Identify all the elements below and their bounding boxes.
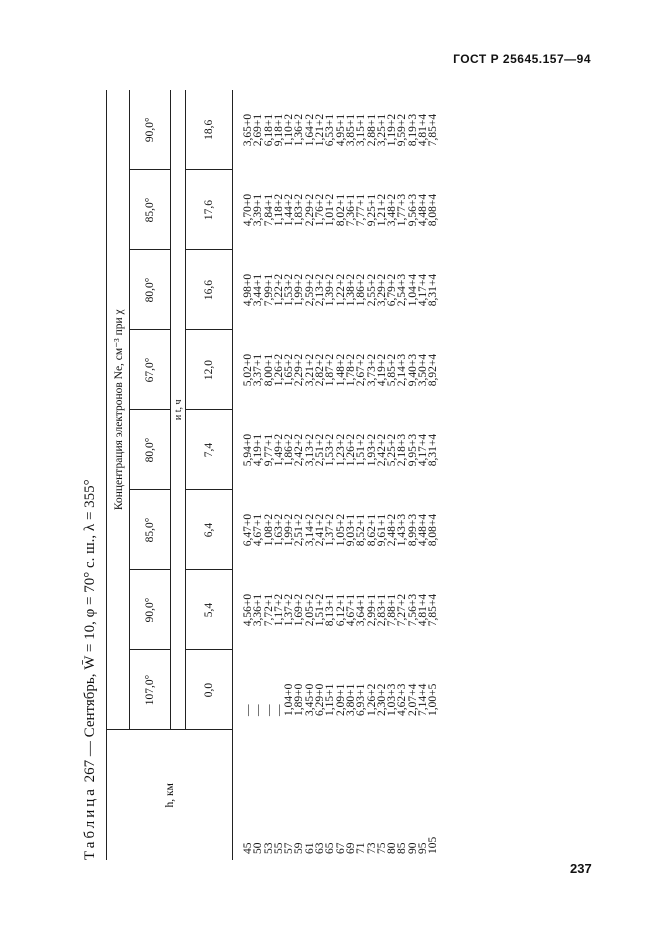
height-cell: 71 <box>355 842 368 854</box>
height-cell: 80 <box>386 842 399 854</box>
value-cell: 1,48+2 <box>334 353 347 387</box>
value-cell: 1,38+2 <box>344 273 357 307</box>
value-cell: 1,15+1 <box>324 683 337 716</box>
value-cell: 1,26+2 <box>344 433 357 467</box>
value-cell: 1,39+2 <box>324 273 337 307</box>
value-cell: 1,01+2 <box>324 193 337 227</box>
value-cell: 1,26+2 <box>365 683 378 716</box>
value-cell: 1,08+2 <box>262 513 275 547</box>
height-cell: 63 <box>314 842 327 854</box>
value-cell: 3,48+2 <box>386 193 399 227</box>
value-cell: 1,23+2 <box>334 433 347 467</box>
value-cell: 4,81+4 <box>417 113 430 147</box>
value-cell: 2,09+1 <box>334 683 347 716</box>
value-cell: 1,49+2 <box>272 433 285 467</box>
value-cell: 7,85+4 <box>427 113 440 147</box>
value-cell: 1,65+2 <box>283 353 296 387</box>
value-cell: 3,14+2 <box>303 513 316 547</box>
value-cell: 2,67+2 <box>355 353 368 387</box>
value-cell: 9,18+1 <box>272 113 285 147</box>
value-cell: 7,88+1 <box>386 593 399 627</box>
value-cell: 4,67+1 <box>344 593 357 627</box>
value-cell: 1,89+0 <box>293 683 306 716</box>
value-cell: 1,69+2 <box>293 593 306 627</box>
value-cell: 1,99+2 <box>293 273 306 307</box>
value-cell: 2,29+2 <box>303 193 316 227</box>
value-cell: 1,77+3 <box>396 193 409 227</box>
value-cell: 3,13+2 <box>303 433 316 467</box>
value-cell: 9,25+1 <box>365 193 378 227</box>
value-cell: 1,86+2 <box>355 273 368 307</box>
caption-number: 267 <box>82 759 98 783</box>
value-cell: 3,25+1 <box>375 113 388 147</box>
value-cell: 6,18+1 <box>262 113 275 147</box>
time-header-cell: 16,6 <box>186 250 233 330</box>
value-cell: 4,56+0 <box>242 593 254 627</box>
value-cell: 2,05+2 <box>303 593 316 627</box>
value-cell: 1,76+2 <box>314 193 327 227</box>
value-cell: 9,61+1 <box>375 513 388 547</box>
value-cell: 2,51+2 <box>293 513 306 547</box>
height-cell: 75 <box>375 842 388 854</box>
value-cell: 1,04+0 <box>283 683 296 716</box>
value-cell: 2,55+2 <box>365 273 378 307</box>
value-cell: 2,29+2 <box>293 353 306 387</box>
value-cell: 6,93+1 <box>355 683 368 716</box>
value-cell: 2,18+3 <box>396 433 409 467</box>
value-cell: 3,44+1 <box>252 273 265 307</box>
value-cell: 1,21+2 <box>375 193 388 227</box>
page-number: 237 <box>570 861 592 876</box>
value-cell: 3,65+0 <box>242 113 254 147</box>
height-cell: 50 <box>252 842 265 854</box>
value-cell: 8,08+4 <box>427 513 440 547</box>
value-cell: 3,50+4 <box>417 353 430 387</box>
value-cell: 2,07+4 <box>406 683 419 716</box>
value-cell: 4,19+2 <box>375 353 388 387</box>
value-cell: 2,59+2 <box>303 273 316 307</box>
height-cell: 95 <box>417 842 430 854</box>
value-cell: 3,29+2 <box>375 273 388 307</box>
chi-header-cell: 67,0° <box>130 330 171 410</box>
time-header-cell: 12,0 <box>186 330 233 410</box>
value-cell: 3,45+0 <box>303 683 316 716</box>
value-cell: 2,42+2 <box>293 433 306 467</box>
value-cell: 4,95+1 <box>334 113 347 147</box>
value-cell: 1,51+2 <box>355 433 368 467</box>
value-cell: 1,87+2 <box>324 353 337 387</box>
height-cell: 59 <box>293 842 306 854</box>
value-cell: 3,37+1 <box>252 353 265 387</box>
value-cell: 7,85+4 <box>427 593 440 627</box>
value-cell: 1,53+2 <box>324 433 337 467</box>
value-cell: 4,19+1 <box>252 433 265 467</box>
height-cell: 67 <box>334 842 347 854</box>
value-cell: 4,67+1 <box>252 513 265 547</box>
height-cell: 105 <box>427 836 440 854</box>
value-cell: 4,48+4 <box>417 513 430 547</box>
caption-text: — Сентябрь, W̄ = 10, φ = 70° с. ш., λ = 355° <box>82 479 98 757</box>
height-cell: 65 <box>324 842 337 854</box>
value-cell: 6,29+0 <box>314 683 327 716</box>
time-header-cell: 7,4 <box>186 410 233 490</box>
height-cell: 61 <box>303 842 316 854</box>
value-cell: 1,05+2 <box>334 513 347 547</box>
value-cell: 1,21+2 <box>314 113 327 147</box>
caption-prefix: Таблица <box>82 786 98 860</box>
value-cell: 6,79+2 <box>386 273 399 307</box>
value-cell: 7,27+2 <box>396 593 409 627</box>
value-cell: 8,08+4 <box>427 193 440 227</box>
value-cell: 5,85+2 <box>386 353 399 387</box>
value-cell: 2,83+1 <box>375 593 388 627</box>
value-cell: 1,18+2 <box>272 193 285 227</box>
value-cell: 1,03+3 <box>386 683 399 716</box>
value-cell: 1,63+2 <box>272 513 285 547</box>
value-cell: 4,81+4 <box>417 593 430 627</box>
height-cell: 90 <box>406 842 419 854</box>
rotated-table-page <box>82 90 602 860</box>
value-cell: 2,51+2 <box>314 433 327 467</box>
value-cell: 7,84+1 <box>262 193 275 227</box>
value-cell: 4,62+3 <box>396 683 409 716</box>
value-cell: 7,72+1 <box>262 593 275 627</box>
time-header-cell: 6,4 <box>186 490 233 570</box>
value-cell: 3,15+1 <box>355 113 368 147</box>
value-cell: 3,73+2 <box>365 353 378 387</box>
value-cell: 8,02+1 <box>334 193 347 227</box>
value-cell: 6,47+0 <box>242 513 254 547</box>
value-cell: 2,99+1 <box>365 593 378 627</box>
value-cell: — <box>262 704 275 716</box>
chi-header-cell: 85,0° <box>130 170 171 250</box>
value-cell: 4,98+0 <box>242 273 254 307</box>
value-cell: 8,99+3 <box>406 513 419 547</box>
value-cell: 1,51+2 <box>314 593 327 627</box>
height-header: h, км <box>107 730 233 860</box>
value-cell: 1,36+2 <box>293 113 306 147</box>
value-cell: 8,52+1 <box>355 513 368 547</box>
value-cell: 2,88+1 <box>365 113 378 147</box>
value-cell: 9,95+3 <box>406 433 419 467</box>
value-cell: 1,37+2 <box>324 513 337 547</box>
value-cell: 2,14+3 <box>396 353 409 387</box>
value-cell: 6,53+1 <box>324 113 337 147</box>
value-cell: — <box>242 704 254 716</box>
value-cell: 1,44+2 <box>283 193 296 227</box>
value-cell: 1,53+2 <box>283 273 296 307</box>
value-cell: 7,14+4 <box>417 683 430 716</box>
value-cell: 2,69+1 <box>252 113 265 147</box>
concentration-title: Концентрация электронов Ne, см⁻³ при χ <box>107 90 130 730</box>
time-header-cell: 5,4 <box>186 570 233 650</box>
value-cell: 1,17+2 <box>272 593 285 627</box>
time-header: и t, ч <box>171 90 186 730</box>
document-code: ГОСТ Р 25645.157—94 <box>453 52 591 66</box>
value-cell: 1,86+2 <box>283 433 296 467</box>
height-cell: 45 <box>242 842 254 854</box>
value-cell: 6,12+1 <box>334 593 347 627</box>
value-cell: 4,17+4 <box>417 273 430 307</box>
chi-header-cell: 90,0° <box>130 570 171 650</box>
height-cell: 57 <box>283 842 296 854</box>
value-cell: 1,19+2 <box>386 113 399 147</box>
value-cell: 7,36+1 <box>344 193 357 227</box>
value-cell: 1,99+2 <box>283 513 296 547</box>
time-header-cell: 17,6 <box>186 170 233 250</box>
value-cell: 3,64+1 <box>355 593 368 627</box>
value-cell: 2,13+2 <box>314 273 327 307</box>
table-caption <box>82 90 104 860</box>
value-cell: 7,77+1 <box>355 193 368 227</box>
value-cell: 9,40+3 <box>406 353 419 387</box>
height-cell: 73 <box>365 842 378 854</box>
value-cell: 1,83+2 <box>293 193 306 227</box>
value-cell: 2,42+2 <box>375 433 388 467</box>
value-cell: 9,56+3 <box>406 193 419 227</box>
value-cell: 8,19+3 <box>406 113 419 147</box>
value-cell: 1,22+2 <box>272 273 285 307</box>
value-cell: 4,70+0 <box>242 193 254 227</box>
value-cell: 3,36+1 <box>252 593 265 627</box>
value-cell: — <box>252 704 265 716</box>
chi-header-cell: 85,0° <box>130 490 171 570</box>
height-cell: 53 <box>262 842 275 854</box>
table-body <box>233 90 439 860</box>
height-cell: 85 <box>396 842 409 854</box>
value-cell: 7,99+1 <box>262 273 275 307</box>
value-cell: 3,85+1 <box>344 113 357 147</box>
value-cell: 8,62+1 <box>365 513 378 547</box>
value-cell: 2,30+2 <box>375 683 388 716</box>
value-cell: 8,13+1 <box>324 593 337 627</box>
value-cell: 5,02+0 <box>242 353 254 387</box>
chi-header-cell: 80,0° <box>130 250 171 330</box>
electron-concentration-table <box>106 90 439 860</box>
value-cell: 1,78+2 <box>344 353 357 387</box>
value-cell: 2,54+3 <box>396 273 409 307</box>
value-cell: 8,31+4 <box>427 433 440 467</box>
chi-header-cell: 90,0° <box>130 90 171 170</box>
value-cell: 3,21+2 <box>303 353 316 387</box>
time-header-cell: 0,0 <box>186 650 233 730</box>
height-cell: 55 <box>272 842 285 854</box>
value-cell: 9,03+1 <box>344 513 357 547</box>
value-cell: 1,43+3 <box>396 513 409 547</box>
value-cell: 8,92+4 <box>427 353 440 387</box>
value-cell: 3,39+1 <box>252 193 265 227</box>
value-cell: 9,59+2 <box>396 113 409 147</box>
value-cell: — <box>272 704 285 716</box>
value-cell: 7,56+3 <box>406 593 419 627</box>
height-cell: 69 <box>344 842 357 854</box>
value-cell: 1,64+2 <box>303 113 316 147</box>
value-cell: 3,80+1 <box>344 683 357 716</box>
chi-header-cell: 107,0° <box>130 650 171 730</box>
table-row <box>428 90 438 860</box>
value-cell: 1,93+2 <box>365 433 378 467</box>
value-cell: 4,48+4 <box>417 193 430 227</box>
value-cell: 8,31+4 <box>427 273 440 307</box>
value-cell: 5,94+0 <box>242 433 254 467</box>
time-header-cell: 18,6 <box>186 90 233 170</box>
value-cell: 2,82+2 <box>314 353 327 387</box>
value-cell: 8,00+1 <box>262 353 275 387</box>
value-cell: 2,41+2 <box>314 513 327 547</box>
value-cell: 1,00+5 <box>427 683 440 716</box>
value-cell: 4,17+4 <box>417 433 430 467</box>
value-cell: 1,10+2 <box>283 113 296 147</box>
value-cell: 1,22+2 <box>334 273 347 307</box>
value-cell: 1,04+4 <box>406 273 419 307</box>
value-cell: 1,37+2 <box>283 593 296 627</box>
value-cell: 1,26+2 <box>272 353 285 387</box>
chi-header-cell: 80,0° <box>130 410 171 490</box>
value-cell: 2,48+2 <box>386 513 399 547</box>
value-cell: 5,25+2 <box>386 433 399 467</box>
value-cell: 9,77+1 <box>262 433 275 467</box>
